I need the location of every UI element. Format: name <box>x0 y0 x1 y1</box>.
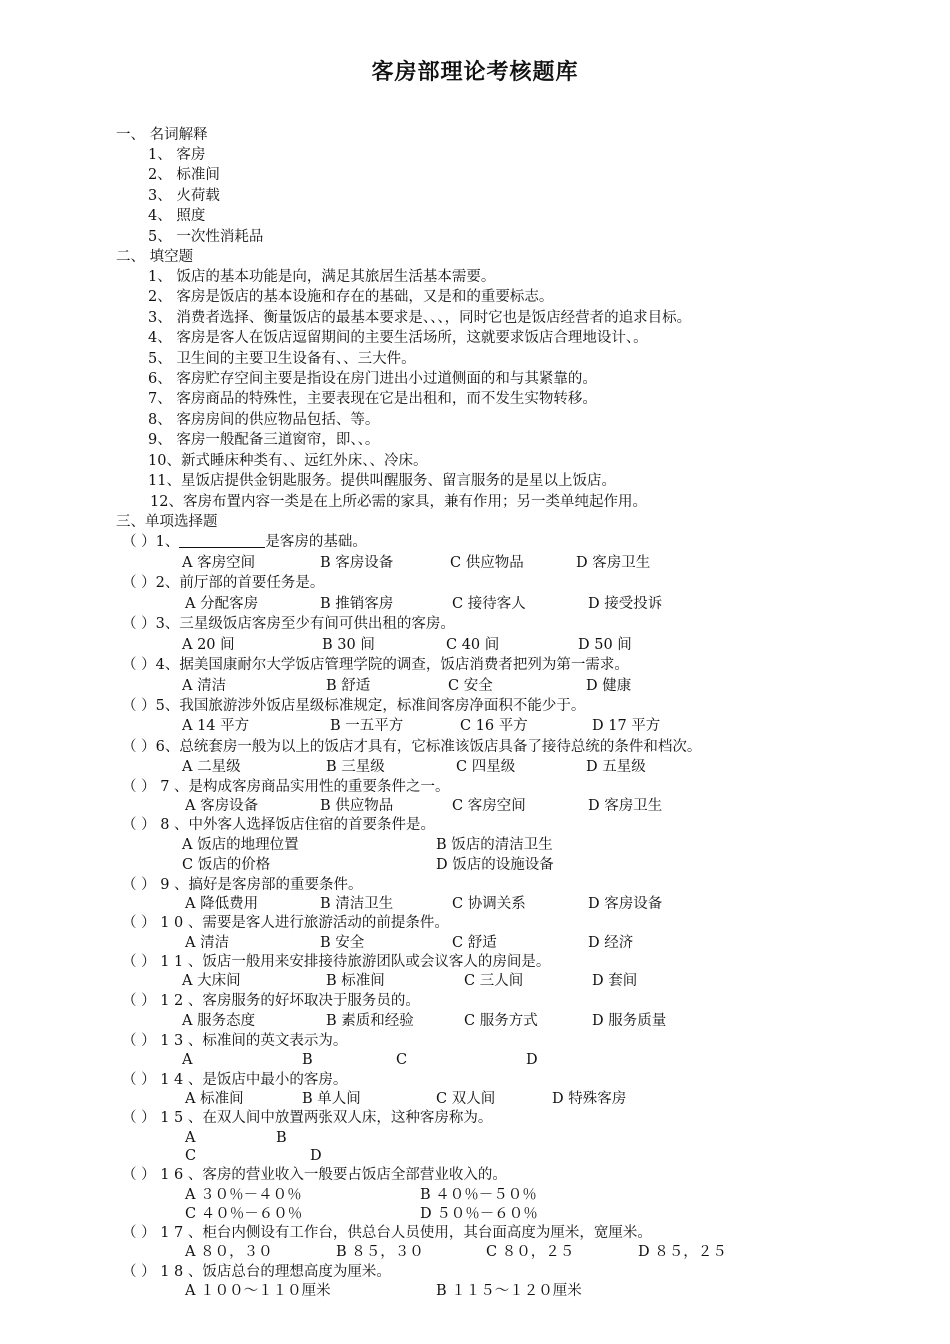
answer-parenthesis: （ ） <box>122 1225 156 1241</box>
option-d: D 50 间 <box>578 637 632 653</box>
answer-parenthesis: （ ） <box>122 1033 156 1049</box>
question-text: 1 4 、是饭店中最小的客房。 <box>155 1072 348 1088</box>
option-c: C 16 平方 <box>460 718 528 734</box>
option-c: C 客房空间 <box>452 798 526 814</box>
option-c: C 双人间 <box>436 1091 496 1107</box>
option-b: B 30 间 <box>322 637 375 653</box>
option-b: B 安全 <box>320 935 365 951</box>
option-d: D 经济 <box>588 935 634 951</box>
option-b: B 推销客房 <box>320 596 394 612</box>
option-a: A <box>182 1052 193 1068</box>
option-a: A 降低费用 <box>185 896 259 912</box>
option-c: C 服务方式 <box>464 1013 538 1029</box>
question-16 <box>122 1166 507 1184</box>
question-8 <box>122 816 435 834</box>
option-d: D <box>526 1052 538 1068</box>
question-7 <box>122 778 450 796</box>
option-c: C 安全 <box>448 678 493 694</box>
question-text: 7 、是构成客房商品实用性的重要条件之一。 <box>155 779 450 795</box>
option-d: D 饭店的设施设备 <box>436 857 554 873</box>
section-heading-definitions: 一、 名词解释 <box>116 127 208 143</box>
answer-parenthesis: （ ） <box>122 1264 156 1280</box>
option-a: A 14 平方 <box>182 718 250 734</box>
option-a: A ３０％－４０％ <box>185 1187 302 1203</box>
option-c: C ８０，２５ <box>486 1244 575 1260</box>
option-c: C 三人间 <box>464 973 524 989</box>
answer-parenthesis: （ ） <box>122 534 156 550</box>
option-a: A 服务态度 <box>182 1013 256 1029</box>
option-a: A 大床间 <box>182 973 241 989</box>
answer-parenthesis: （ ） <box>122 954 156 970</box>
answer-parenthesis: （ ） <box>122 817 156 833</box>
option-d: D 接受投诉 <box>588 596 663 612</box>
option-b: B 单人间 <box>302 1091 361 1107</box>
answer-parenthesis: （ ） <box>122 1167 156 1183</box>
question-text: 1 5 、在双人间中放置两张双人床，这种客房称为。 <box>155 1110 493 1126</box>
list-item: 3、 消费者选择、衡量饭店的最基本要求是、、、，同时它也是饭店经营者的追求目标。 <box>148 310 692 326</box>
option-a: A 清洁 <box>185 935 230 951</box>
question-text: 1 8 、饭店总台的理想高度为厘米。 <box>155 1264 391 1280</box>
answer-parenthesis: （ ） <box>122 698 156 714</box>
question-14 <box>122 1071 347 1089</box>
option-b: B 一五平方 <box>330 718 404 734</box>
answer-parenthesis: （ ） <box>122 657 156 673</box>
answer-parenthesis: （ ） <box>122 575 156 591</box>
question-text: 1 3 、标准间的英文表示为。 <box>155 1033 348 1049</box>
list-item: 4、 照度 <box>148 208 206 224</box>
page-title: 客房部理论考核题库 <box>371 59 579 85</box>
option-a: A 清洁 <box>182 678 227 694</box>
option-c: C 饭店的价格 <box>182 857 271 873</box>
option-b: B 客房设备 <box>320 555 394 571</box>
option-c: C 接待客人 <box>452 596 526 612</box>
question-number: 1、 <box>155 534 180 550</box>
list-item: 2、 标准间 <box>148 167 220 183</box>
option-d: D 套间 <box>592 973 638 989</box>
answer-parenthesis: （ ） <box>122 779 156 795</box>
option-a: A ８０，３０ <box>185 1244 273 1260</box>
question-text: 1 7 、柜台内侧设有工作台，供总台人员使用，其台面高度为厘米，宽厘米。 <box>155 1225 652 1241</box>
option-a: A 客房设备 <box>185 798 259 814</box>
answer-parenthesis: （ ） <box>122 915 156 931</box>
option-c: C ４０％－６０％ <box>185 1206 303 1222</box>
option-a: A １００～１１０厘米 <box>185 1283 331 1299</box>
option-d: D 五星级 <box>586 759 646 775</box>
list-item: 9、 客房一般配备三道窗帘，即、、。 <box>148 432 380 448</box>
question-5 <box>122 697 585 715</box>
option-a: A 客房空间 <box>182 555 256 571</box>
question-12 <box>122 992 420 1010</box>
option-d: D 客房卫生 <box>576 555 651 571</box>
question-17 <box>122 1224 652 1242</box>
list-item: 11、星饭店提供金钥匙服务。提供叫醒服务、留言服务的是星以上饭店。 <box>148 473 616 489</box>
question-4 <box>122 656 629 674</box>
option-d: D <box>310 1148 322 1164</box>
question-15 <box>122 1109 492 1127</box>
list-item: 7、 客房商品的特殊性，主要表现在它是出租和，而不发生实物转移。 <box>148 391 597 407</box>
question-text: 2、前厅部的首要任务是。 <box>155 575 325 591</box>
question-text: 8 、中外客人选择饭店住宿的首要条件是。 <box>155 817 436 833</box>
option-b: B １１５～１２０厘米 <box>436 1283 582 1299</box>
option-b: B 三星级 <box>326 759 385 775</box>
question-text: 4、据美国康耐尔大学饭店管理学院的调查，饭店消费者把列为第一需求。 <box>155 657 629 673</box>
list-item: 12、客房布置内容一类是在上所必需的家具，兼有作用；另一类单纯起作用。 <box>150 494 647 510</box>
question-text: 3、三星级饭店客房至少有间可供出租的客房。 <box>155 616 455 632</box>
option-b: B ８５，３０ <box>336 1244 424 1260</box>
option-a: A 标准间 <box>185 1091 244 1107</box>
option-c: C <box>396 1052 408 1068</box>
question-text: 5、我国旅游涉外饭店星级标准规定，标准间客房净面积不能少于。 <box>155 698 586 714</box>
option-b: B ４０％－５０％ <box>420 1187 537 1203</box>
option-d: D 17 平方 <box>592 718 661 734</box>
section-heading-fill-in: 二、 填空题 <box>116 249 194 265</box>
option-a: A 二星级 <box>182 759 241 775</box>
list-item: 3、 火荷载 <box>148 188 220 204</box>
list-item: 4、 客房是客人在饭店逗留期间的主要生活场所，这就要求饭店合理地设计、。 <box>148 330 648 346</box>
option-b: B <box>302 1052 313 1068</box>
list-item: 5、 一次性消耗品 <box>148 229 264 245</box>
option-d: D ５０％－６０％ <box>420 1206 538 1222</box>
question-text: 9 、搞好是客房部的重要条件。 <box>155 877 363 893</box>
option-c: C 舒适 <box>452 935 497 951</box>
question-9 <box>122 876 363 894</box>
question-18 <box>122 1263 391 1281</box>
option-b: B 标准间 <box>326 973 385 989</box>
option-b: B 舒适 <box>326 678 371 694</box>
answer-parenthesis: （ ） <box>122 1072 156 1088</box>
question-text: 1 6 、客房的营业收入一般要占饭店全部营业收入的。 <box>155 1167 507 1183</box>
option-a: A <box>185 1130 196 1146</box>
question-3 <box>122 615 455 633</box>
option-b: B 饭店的清洁卫生 <box>436 837 553 853</box>
question-text: 1 0 、需要是客人进行旅游活动的前提条件。 <box>155 915 449 931</box>
question-6 <box>122 738 701 756</box>
answer-parenthesis: （ ） <box>122 616 156 632</box>
option-a: A 饭店的地理位置 <box>182 837 299 853</box>
option-c: C <box>185 1148 197 1164</box>
list-item: 1、 饭店的基本功能是向，满足其旅居生活基本需要。 <box>148 269 496 285</box>
option-c: C 四星级 <box>456 759 516 775</box>
list-item: 8、 客房房间的供应物品包括、等。 <box>148 412 380 428</box>
answer-parenthesis: （ ） <box>122 993 156 1009</box>
option-d: D ８５，２５ <box>638 1244 727 1260</box>
list-item: 5、 卫生间的主要卫生设备有、、三大件。 <box>148 351 416 367</box>
answer-parenthesis: （ ） <box>122 1110 156 1126</box>
question-1 <box>122 533 367 551</box>
option-b: B 素质和经验 <box>326 1013 414 1029</box>
section-heading-multiple-choice: 三、单项选择题 <box>116 514 218 530</box>
option-b: B 供应物品 <box>320 798 394 814</box>
list-item: 6、 客房贮存空间主要是指设在房门进出小过道侧面的和与其紧靠的。 <box>148 371 597 387</box>
option-d: D 客房卫生 <box>588 798 663 814</box>
list-item: 10、新式睡床种类有、、远红外床、、冷床。 <box>148 453 428 469</box>
question-13 <box>122 1032 347 1050</box>
option-d: D 特殊客房 <box>552 1091 627 1107</box>
option-a: A 分配客房 <box>185 596 259 612</box>
list-item: 2、 客房是饭店的基本设施和存在的基础，又是和的重要标志。 <box>148 289 554 305</box>
question-10 <box>122 914 449 932</box>
answer-blank <box>179 533 265 548</box>
option-d: D 服务质量 <box>592 1013 667 1029</box>
question-text: 1 2 、客房服务的好坏取决于服务员的。 <box>155 993 420 1009</box>
option-c: C 供应物品 <box>450 555 524 571</box>
question-text: 是客房的基础。 <box>265 534 367 550</box>
question-text: 1 1 、饭店一般用来安排接待旅游团队或会议客人的房间是。 <box>155 954 551 970</box>
option-b: B 清洁卫生 <box>320 896 394 912</box>
answer-parenthesis: （ ） <box>122 739 156 755</box>
question-2 <box>122 574 324 592</box>
option-d: D 客房设备 <box>588 896 663 912</box>
option-c: C 协调关系 <box>452 896 526 912</box>
option-c: C 40 间 <box>446 637 500 653</box>
question-11 <box>122 953 550 971</box>
question-text: 6、总统套房一般为以上的饭店才具有，它标准该饭店具备了接待总统的条件和档次。 <box>155 739 702 755</box>
option-d: D 健康 <box>586 678 632 694</box>
answer-parenthesis: （ ） <box>122 877 156 893</box>
option-b: B <box>276 1130 287 1146</box>
option-a: A 20 间 <box>182 637 235 653</box>
list-item: 1、 客房 <box>148 147 206 163</box>
